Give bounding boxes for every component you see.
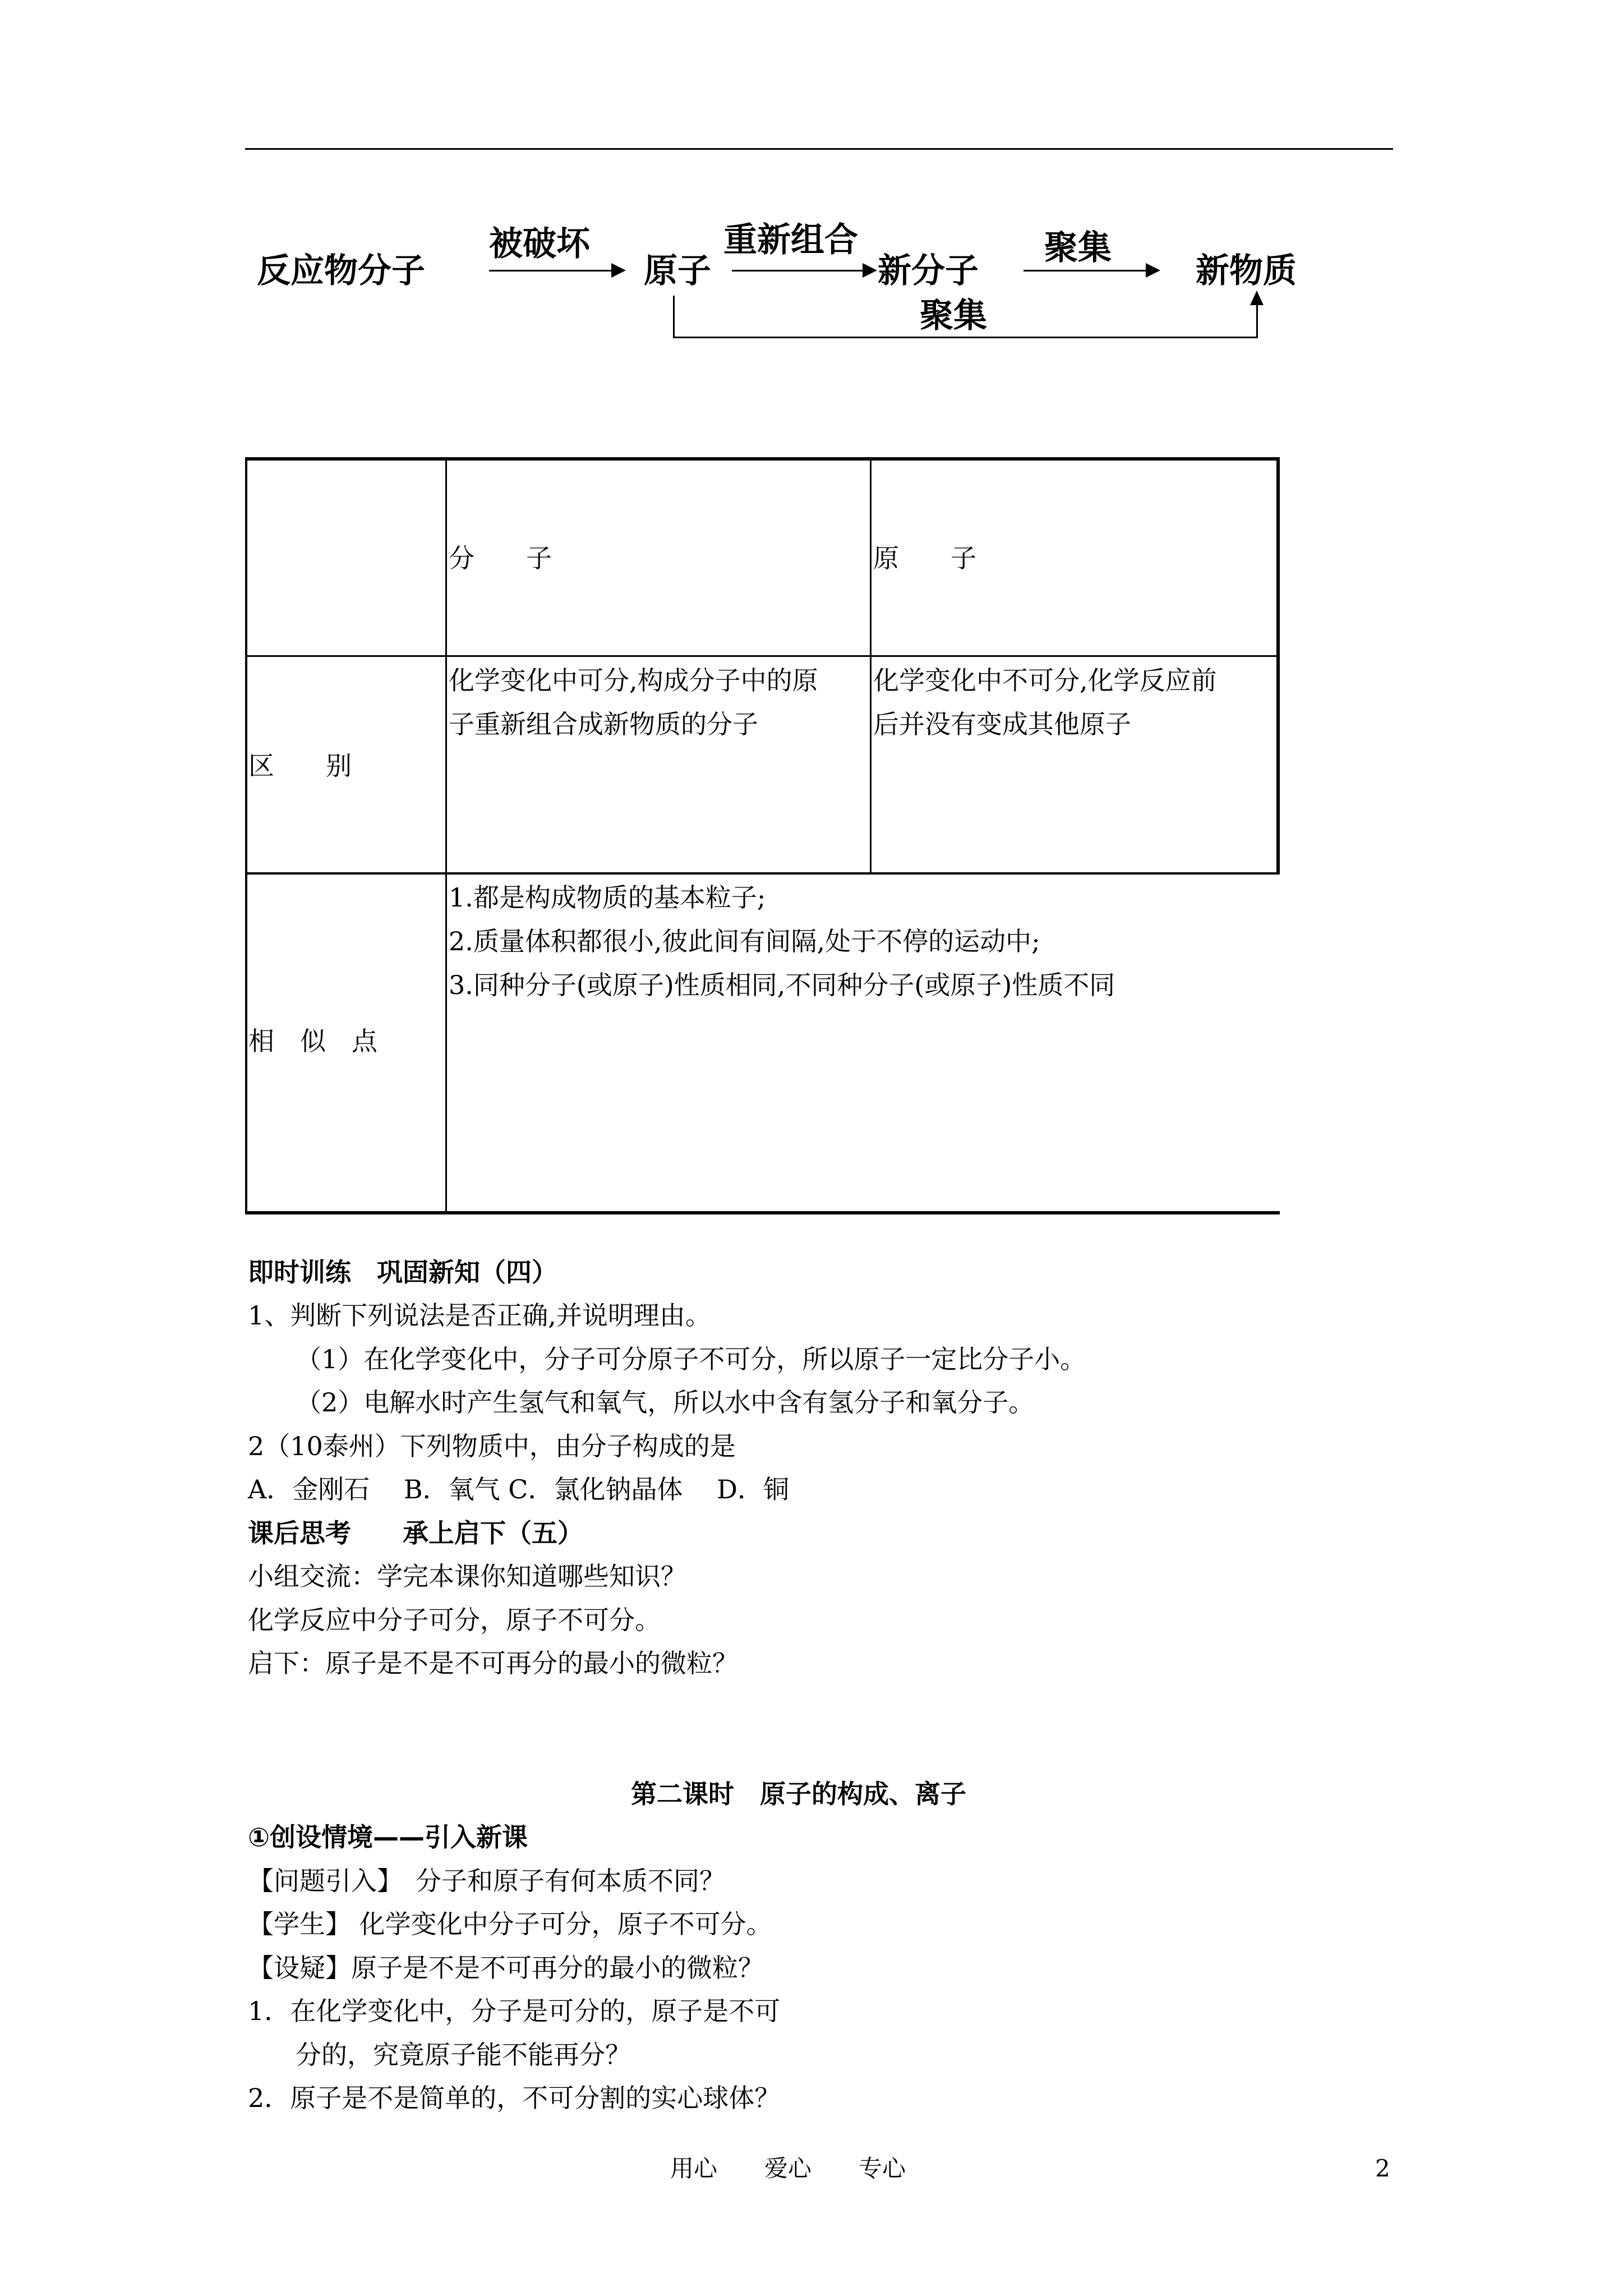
bypass-arrow-head xyxy=(1250,291,1264,305)
diagram-gather-label-bottom: 聚集 xyxy=(920,296,987,335)
table-col-divider-1 xyxy=(445,457,447,1214)
diff-atom-line-2: 后并没有变成其他原子 xyxy=(873,709,1131,739)
lesson-two-line-2: 【学生】 化学变化中分子可分，原子不可分。 xyxy=(248,1909,772,1939)
diff-molecule-line-1: 化学变化中可分,构成分子中的原 xyxy=(449,665,818,696)
diagram-gather-label-top: 聚集 xyxy=(1044,228,1112,268)
similarity-line-2: 2.质量体积都很小,彼此间有间隔,处于不停的运动中; xyxy=(449,926,1040,956)
lesson-two-line-3: 【设疑】原子是不是不可再分的最小的微粒？ xyxy=(248,1953,764,1983)
table-row-divider-2 xyxy=(245,872,1280,875)
table-right-border xyxy=(1276,457,1280,874)
lesson-two-line-5: 分的，究竟原子能不能再分？ xyxy=(296,2040,631,2070)
bypass-right-line xyxy=(1256,303,1258,338)
arrow-break-line xyxy=(489,270,612,272)
header-molecule: 分 子 xyxy=(449,543,552,573)
similarity-line-3: 3.同种分子(或原子)性质相同,不同种分子(或原子)性质不同 xyxy=(449,970,1115,1000)
table-left-border xyxy=(245,457,247,1214)
diff-atom-line-1: 化学变化中不可分,化学反应前 xyxy=(873,665,1217,696)
diagram-recombine-label: 重新组合 xyxy=(723,220,858,260)
diagram-break-label: 被破坏 xyxy=(489,224,590,264)
practice-q2: 2（10泰州）下列物质中，由分子构成的是 xyxy=(248,1431,736,1461)
bypass-bottom-line xyxy=(673,337,1258,338)
review-heading: 课后思考 承上启下（五） xyxy=(248,1518,583,1548)
practice-q1: 1、判断下列说法是否正确,并说明理由。 xyxy=(248,1300,711,1331)
similarity-line-1: 1.都是构成物质的基本粒子; xyxy=(449,882,766,913)
table-col-divider-2 xyxy=(870,457,872,874)
row-label-similarity: 相 似 点 xyxy=(248,1026,377,1056)
diagram-atom: 原子 xyxy=(644,251,711,291)
review-line-2: 化学反应中分子可分，原子不可分。 xyxy=(248,1605,661,1635)
diff-molecule-line-2: 子重新组合成新物质的分子 xyxy=(449,709,758,739)
header-atom: 原 子 xyxy=(873,543,976,573)
header-rule xyxy=(245,148,1393,150)
page-number: 2 xyxy=(1375,2155,1390,2182)
row-label-difference: 区 别 xyxy=(248,751,352,781)
practice-heading: 即时训练 巩固新知（四） xyxy=(248,1257,557,1287)
arrow-break-head xyxy=(611,263,626,278)
practice-q1-a: （1）在化学变化中，分子可分原子不可分，所以原子一定比分子小。 xyxy=(296,1344,1086,1374)
lesson-two-line-6: 2．原子是不是简单的，不可分割的实心球体？ xyxy=(248,2083,781,2113)
lesson-two-line-4: 1．在化学变化中，分子是可分的，原子是不可 xyxy=(248,1996,781,2026)
arrow-recombine-line xyxy=(732,270,864,272)
review-line-1: 小组交流：学完本课你知道哪些知识？ xyxy=(248,1561,686,1591)
lesson-two-section-heading: ①创设情境——引入新课 xyxy=(248,1822,528,1852)
review-line-3: 启下：原子是不是不可再分的最小的微粒？ xyxy=(248,1648,738,1678)
practice-q1-b: （2）电解水时产生氢气和氧气，所以水中含有氢分子和氧分子。 xyxy=(296,1387,1035,1418)
arrow-recombine-head xyxy=(863,263,877,278)
practice-q2-options: A．金刚石 B．氧气 C．氯化钠晶体 D．铜 xyxy=(248,1474,789,1504)
diagram-new-substance: 新物质 xyxy=(1196,251,1297,291)
diagram-reactant: 反应物分子 xyxy=(257,251,425,291)
table-bottom-border xyxy=(245,1211,1280,1214)
bypass-left-line xyxy=(673,296,675,338)
lesson-two-title: 第二课时 原子的构成、离子 xyxy=(631,1779,966,1809)
arrow-gather-head xyxy=(1146,263,1160,278)
footer-motto: 用心 爱心 专心 xyxy=(670,2155,906,2182)
table-top-border xyxy=(245,457,1280,461)
lesson-two-line-1: 【问题引入】 分子和原子有何本质不同？ xyxy=(248,1866,725,1896)
table-row-divider-1 xyxy=(245,655,1280,657)
arrow-gather-line xyxy=(1023,270,1147,272)
diagram-new-molecule: 新分子 xyxy=(878,251,979,291)
